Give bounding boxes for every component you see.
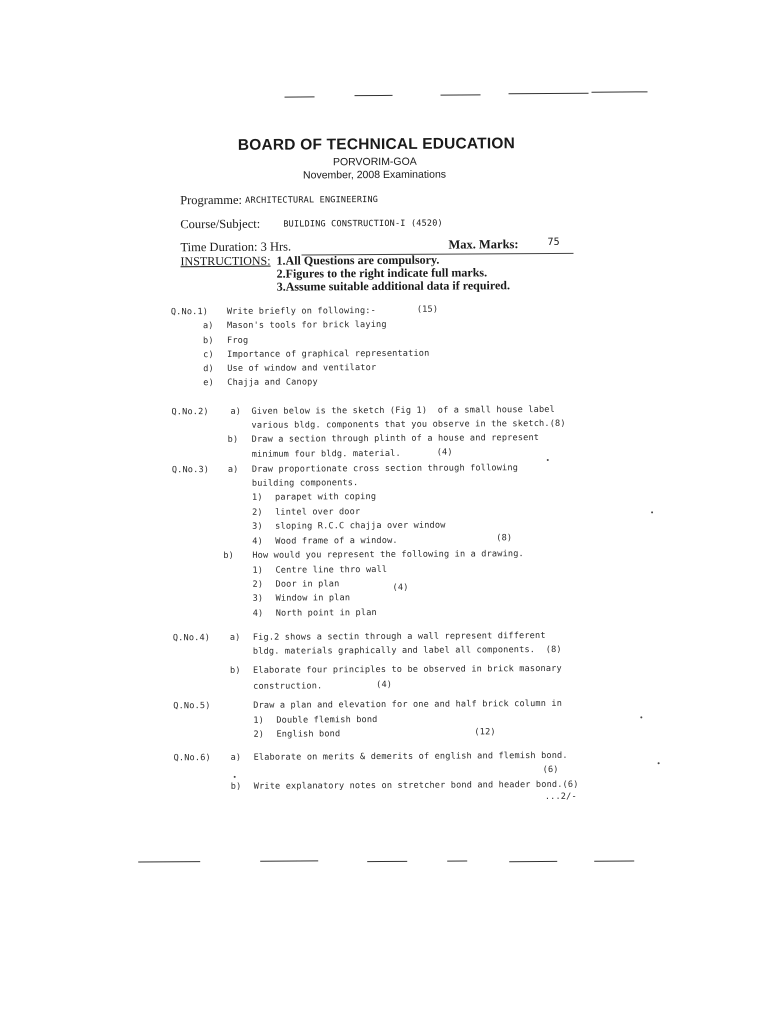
scan-line-bottom-6 (594, 860, 634, 861)
q3-a-key: a) (227, 464, 239, 475)
programme-label: Programme: (180, 192, 243, 208)
q5-marks: (12) (474, 727, 496, 738)
scan-speck (651, 511, 653, 513)
q1-item-key: b) (202, 336, 214, 347)
q4-b-marks: (4) (376, 679, 393, 691)
q3-b-item-key: 4) (252, 608, 264, 619)
q3-a-item-text: Wood frame of a window. (275, 535, 398, 547)
q1-marks: (15) (416, 304, 439, 315)
time-duration: Time Duration: 3 Hrs. (180, 239, 292, 255)
q6-b-text: Write explanatory notes on stretcher bond and header bond.(6) (253, 779, 579, 792)
page-continuation-marker: ...2/- (544, 791, 577, 802)
q1-item-key: a) (202, 321, 214, 332)
instructions-label: INSTRUCTIONS: (180, 253, 271, 269)
max-marks-label: Max. Marks: (448, 237, 519, 252)
q2-a-line: various bldg. components that you observe in the sketch.(8) (251, 418, 566, 431)
q4-b-line: Elaborate four principles to be observed in brick masonary (253, 663, 562, 676)
course-label: Course/Subject: (180, 216, 261, 232)
q4-b-line: construction. (253, 681, 323, 692)
q5-item-key: 2) (253, 729, 265, 740)
course-value: BUILDING CONSTRUCTION-I (4520) (283, 218, 443, 230)
scan-speck (640, 716, 642, 718)
q5-item-text: English bond (276, 729, 341, 740)
q5-item-key: 1) (253, 715, 265, 726)
q3-b-key: b) (223, 550, 235, 561)
q3-a-item-text: sloping R.C.C chajja over window (275, 520, 446, 532)
q6-b-key: b) (230, 781, 242, 792)
q3-b-item-text: Door in plan (275, 579, 340, 590)
q3-a-marks: (8) (496, 533, 513, 544)
q1-item-key: c) (203, 350, 214, 361)
q1-item-text: Chajja and Canopy (227, 377, 318, 388)
programme-value: ARCHITECTURAL ENGINEERING (245, 195, 379, 206)
q3-b-item-key: 1) (252, 565, 264, 576)
q4-b-key: b) (230, 665, 241, 676)
q3-a-item-key: 3) (252, 521, 263, 532)
q3-b-item-text: Centre line thro wall (275, 564, 388, 576)
q3-number: Q.No.3) (171, 465, 210, 476)
q3-b-text: How would you represent the following in a drawing. (252, 549, 524, 561)
instruction-3: 3.Assume suitable additional data if required. (276, 278, 510, 294)
scan-line-top-5 (592, 91, 648, 92)
q6-a-text: Elaborate on merits & demerits of english and flemish bond. (253, 750, 568, 763)
q3-a-line: building components. (251, 478, 359, 489)
q3-a-item-text: lintel over door (275, 507, 361, 518)
q3-a-item-key: 1) (251, 492, 263, 503)
q2-b-key: b) (227, 434, 239, 445)
scan-line-top-4 (509, 93, 589, 94)
board-title: BOARD OF TECHNICAL EDUCATION (237, 135, 516, 154)
scan-speck (547, 459, 549, 461)
q4-a-line: bldg. materials graphically and label all components. (8) (252, 644, 562, 657)
q1-item-key: e) (203, 378, 214, 389)
q2-b-line: minimum four bldg. material. (251, 448, 401, 460)
q5-number: Q.No.5) (173, 701, 211, 712)
q4-number: Q.No.4) (172, 633, 211, 644)
scan-speck (234, 776, 236, 778)
scan-line-bottom-4 (447, 860, 467, 861)
q3-b-item-text: North point in plan (275, 608, 377, 619)
q3-a-item-text: parapet with coping (274, 492, 377, 503)
scan-line-top-2 (355, 95, 393, 96)
q2-number: Q.No.2) (171, 407, 209, 418)
q1-item-text: Frog (226, 335, 249, 346)
q6-number: Q.No.6) (173, 753, 211, 764)
scan-line-bottom-5 (509, 861, 557, 862)
scan-line-top-3 (441, 94, 481, 95)
board-location: PORVORIM-GOA (332, 155, 417, 169)
q1-item-text: Mason's tools for brick laying (226, 319, 387, 331)
q6-a-key: a) (230, 752, 242, 763)
scan-line-bottom-1 (138, 861, 200, 862)
q2-b-marks: (4) (436, 447, 453, 458)
q2-a-key: a) (230, 406, 242, 417)
q4-a-key: a) (229, 632, 241, 643)
q3-b-item-key: 2) (252, 579, 264, 590)
exam-session: November, 2008 Examinations (302, 168, 447, 182)
q3-b-item-key: 3) (252, 593, 264, 604)
q2-a-line: Given below is the sketch (Fig 1) of a small house label (251, 404, 555, 417)
q2-b-line: Draw a section through plinth of a house and represent (251, 433, 540, 445)
q1-item-text: Use of window and ventilator (227, 363, 377, 374)
instruction-2: 2.Figures to the right indicate full marks. (276, 265, 488, 281)
scan-line-bottom-3 (367, 861, 407, 862)
q3-b-marks: (4) (392, 582, 409, 593)
q3-b-item-text: Window in plan (275, 593, 351, 604)
q1-number: Q.No.1) (170, 307, 209, 318)
q1-item-key: d) (203, 364, 214, 375)
q5-item-text: Double flemish bond (276, 715, 378, 726)
q1-item-text: Importance of graphical representation (227, 348, 430, 360)
max-marks-value: 75 (547, 236, 560, 248)
q3-a-item-key: 2) (252, 507, 263, 518)
q6-a-marks: (6) (542, 764, 559, 776)
q5-text: Draw a plan and elevation for one and half brick column in (253, 698, 563, 711)
q3-a-item-key: 4) (252, 536, 263, 547)
scan-speck (658, 762, 660, 764)
scan-line-bottom-2 (260, 860, 318, 861)
q3-a-line: Draw proportionate cross section through following (251, 463, 519, 475)
q4-a-line: Fig.2 shows a sectin through a wall represent different (252, 630, 546, 643)
instruction-1: 1.All Questions are compulsory. (276, 252, 440, 268)
q1-text: Write briefly on following:- (226, 306, 376, 317)
scan-line-top-1 (285, 96, 315, 97)
